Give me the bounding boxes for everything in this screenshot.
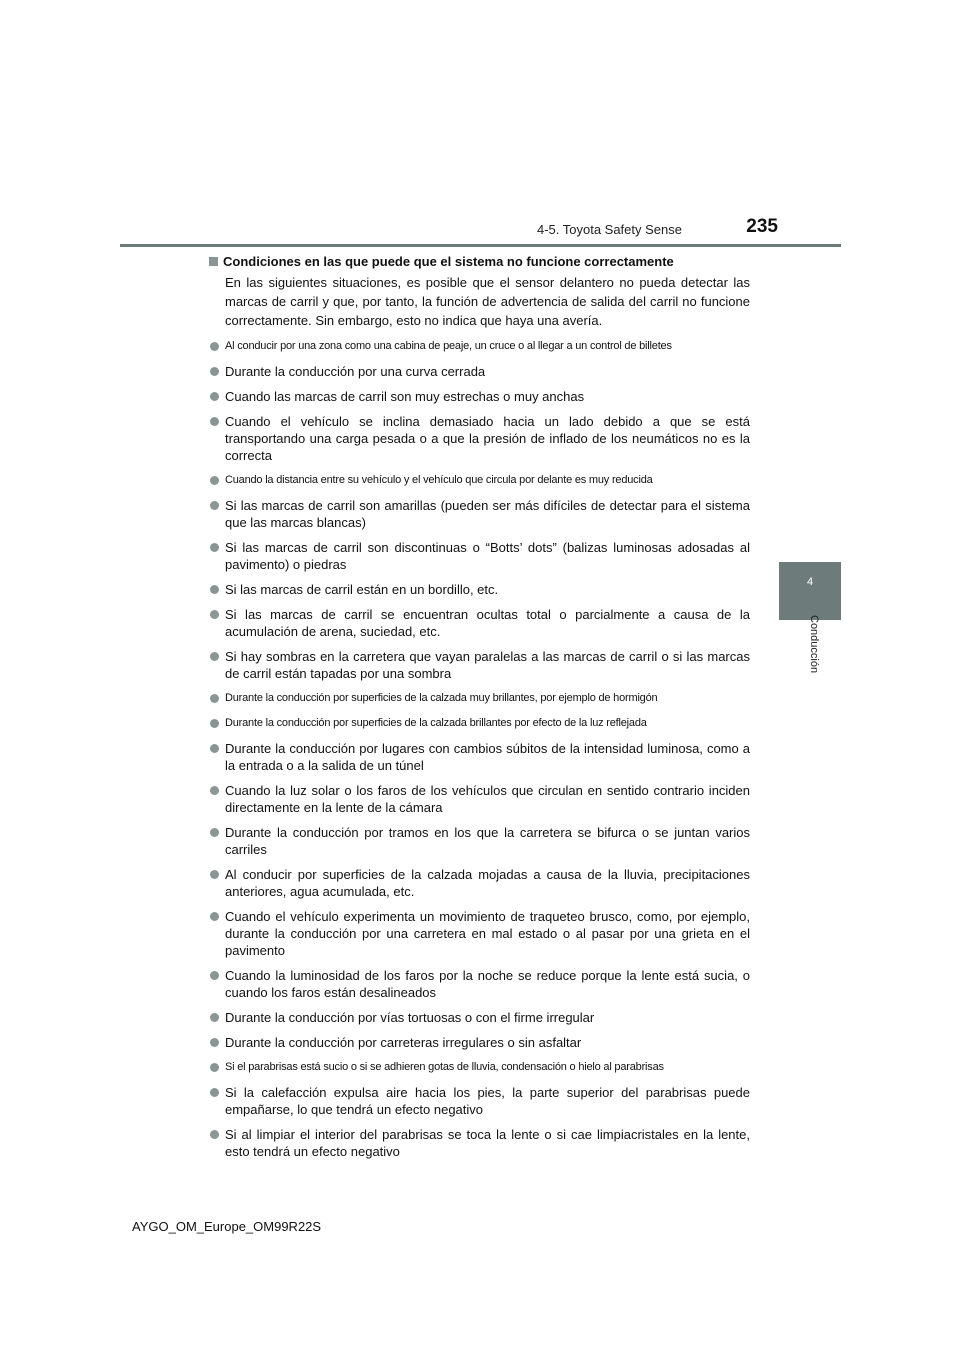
list-item (209, 581, 750, 598)
section-heading (209, 253, 750, 271)
page-header (120, 212, 840, 244)
list-item (209, 1126, 750, 1160)
list-item-text: Cuando las marcas de carril son muy estrechas o muy anchas (225, 389, 585, 404)
list-item (209, 740, 750, 774)
list-item-text: Si hay sombras en la carretera que vayan paralelas a las marcas de carril o si las marcas de carril están tapadas por una sombra (225, 649, 750, 681)
list-item (209, 338, 750, 355)
section-title: 4-5. Toyota Safety Sense (536, 222, 682, 237)
list-item (209, 472, 750, 489)
list-item-text: Si las marcas de carril se encuentran ocultas total o parcialmente a causa de la acumulación de arena, suciedad, etc. (225, 607, 750, 639)
chapter-number: 4 (806, 576, 814, 588)
bullet-icon (210, 610, 219, 619)
side-strip (779, 247, 841, 561)
list-item-text: Al conducir por superficies de la calzada mojadas a causa de la lluvia, precipitaciones anteriores, agua acumulada, etc. (225, 867, 750, 899)
list-item-text: Durante la conducción por superficies de la calzada brillantes por efecto de la luz reflejada (225, 717, 647, 729)
list-item-text: Durante la conducción por superficies de la calzada muy brillantes, por ejemplo de hormigón (225, 692, 658, 704)
list-item (209, 497, 750, 531)
list-item (209, 606, 750, 640)
bullet-icon (210, 417, 219, 426)
bullet-icon (210, 912, 219, 921)
list-item-text: Cuando la distancia entre su vehículo y el vehículo que circula por delante es muy reducida (225, 474, 653, 486)
list-item (209, 824, 750, 858)
list-item-text: Al conducir por una zona como una cabina de peaje, un cruce o al llegar a un control de billetes (225, 340, 672, 352)
list-item (209, 1084, 750, 1118)
list-item-text: Durante la conducción por lugares con cambios súbitos de la intensidad luminosa, como a la entrada o a la salida de un túnel (225, 741, 750, 773)
bullet-icon (210, 1130, 219, 1139)
list-item-text: Cuando la luminosidad de los faros por la noche se reduce porque la lente está sucia, o cuando los faros están desalineados (225, 968, 750, 1000)
bullet-icon (210, 543, 219, 552)
bullet-icon (210, 870, 219, 879)
list-item (209, 648, 750, 682)
list-item-text: Si las marcas de carril son discontinuas o “Botts’ dots” (balizas luminosas adosadas al pavimento) o piedras (225, 540, 750, 572)
list-item (209, 1059, 750, 1076)
list-item-text: Si al limpiar el interior del parabrisas se toca la lente o si cae limpiacristales en la lente, esto tendrá un efecto negativo (225, 1127, 750, 1159)
footer-code: AYGO_OM_Europe_OM99R22S (132, 1219, 322, 1234)
list-item-text: Cuando la luz solar o los faros de los vehículos que circulan en sentido contrario inciden directamente en la lente de la cámara (225, 783, 750, 815)
list-item (209, 363, 750, 380)
main-content (209, 253, 750, 1168)
list-item (209, 388, 750, 405)
bullet-icon (210, 828, 219, 837)
list-item-text: Durante la conducción por una curva cerrada (225, 364, 486, 379)
intro-paragraph: En las siguientes situaciones, es posible que el sensor delantero no pueda detectar las marcas de carril y que, por tanto, la función de advertencia de salida del carril no funcione correctamente. Sin embargo, esto no indica que haya una avería. (225, 275, 750, 328)
bullet-icon (210, 585, 219, 594)
bullet-icon (210, 1088, 219, 1097)
bullet-icon (210, 744, 219, 753)
list-item-text: Durante la conducción por tramos en los que la carretera se bifurca o se juntan varios carriles (225, 825, 750, 857)
bullet-icon (210, 342, 219, 351)
square-bullet-icon (209, 257, 218, 266)
list-item (209, 1034, 750, 1051)
list-item-text: Durante la conducción por vías tortuosas o con el firme irregular (225, 1010, 595, 1025)
section-heading-text: Condiciones en las que puede que el sistema no funcione correctamente (223, 254, 674, 269)
bullet-icon (210, 1013, 219, 1022)
conditions-list (209, 338, 750, 1160)
bullet-icon (210, 652, 219, 661)
bullet-icon (210, 786, 219, 795)
chapter-label: Conducción (808, 615, 820, 674)
bullet-icon (210, 694, 219, 703)
list-item-text: Si las marcas de carril son amarillas (pueden ser más difíciles de detectar para el sistema que las marcas blancas) (225, 498, 750, 530)
page-number: 235 (746, 216, 778, 237)
list-item (209, 866, 750, 900)
chapter-tab (779, 562, 841, 620)
list-item (209, 782, 750, 816)
bullet-icon (210, 971, 219, 980)
list-item (209, 539, 750, 573)
bullet-icon (210, 476, 219, 485)
list-item (209, 908, 750, 959)
list-item (209, 967, 750, 1001)
list-item (209, 715, 750, 732)
bullet-icon (210, 392, 219, 401)
list-item-text: Cuando el vehículo experimenta un movimiento de traqueteo brusco, como, por ejemplo, durante la conducción por una carretera en mal estado o al pasar por una grieta en el pavimento (225, 909, 750, 958)
list-item-text: Si la calefacción expulsa aire hacia los pies, la parte superior del parabrisas puede empañarse, lo que tendrá un efecto negativo (225, 1085, 750, 1117)
list-item (209, 1009, 750, 1026)
bullet-icon (210, 1038, 219, 1047)
bullet-icon (210, 501, 219, 510)
bullet-icon (210, 1063, 219, 1072)
list-item-text: Durante la conducción por carreteras irregulares o sin asfaltar (225, 1035, 582, 1050)
list-item (209, 690, 750, 707)
bullet-icon (210, 719, 219, 728)
header-divider (120, 244, 841, 247)
list-item-text: Si las marcas de carril están en un bordillo, etc. (225, 582, 499, 597)
bullet-icon (210, 367, 219, 376)
list-item-text: Si el parabrisas está sucio o si se adhieren gotas de lluvia, condensación o hielo al parabrisas (225, 1061, 664, 1073)
list-item (209, 413, 750, 464)
list-item-text: Cuando el vehículo se inclina demasiado hacia un lado debido a que se está transportando una carga pesada o a que la presión de inflado de los neumáticos no es la correcta (225, 414, 750, 463)
